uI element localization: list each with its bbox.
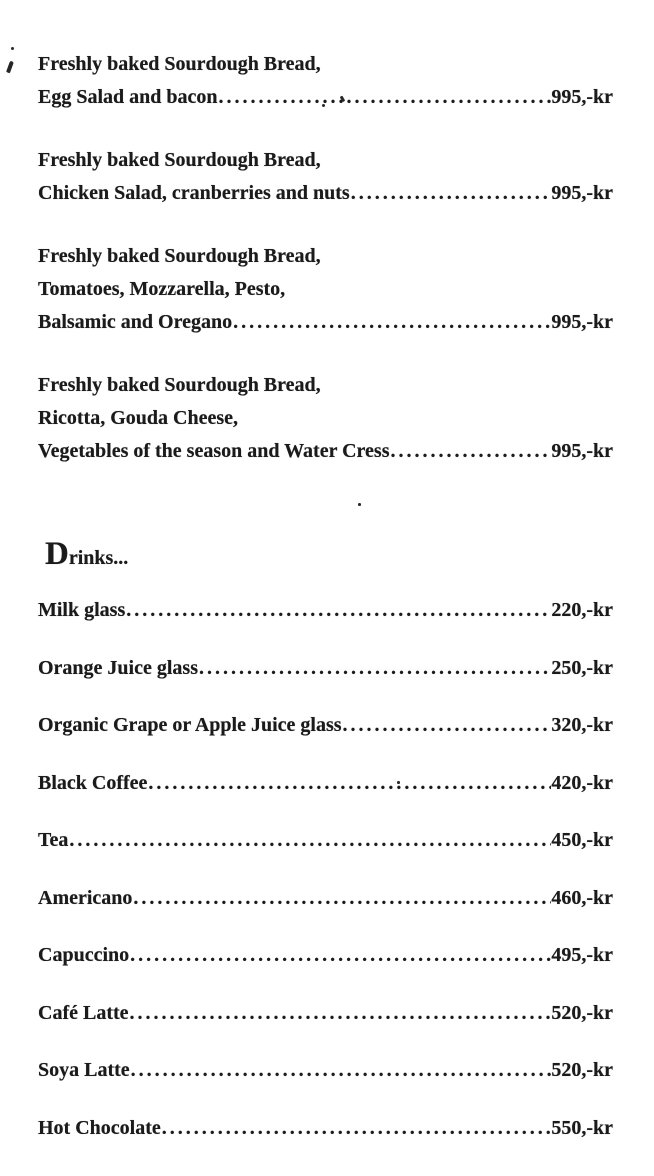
dot-leader — [199, 652, 551, 685]
drink-name: Americano — [38, 886, 133, 909]
menu-item-price-row — [38, 81, 613, 114]
drink-price: 420,-kr — [551, 771, 613, 794]
drink-row — [38, 767, 613, 800]
menu-item-price-row — [38, 177, 613, 210]
menu-item-line: Egg Salad and bacon — [38, 86, 218, 108]
drinks-heading: Drinks... — [45, 536, 129, 572]
menu-item-line: Freshly baked Sourdough Bread, — [38, 53, 321, 75]
drink-price: 550,-kr — [551, 1116, 613, 1139]
drink-name: Café Latte — [38, 1001, 129, 1024]
menu-item-price: 995,-kr — [551, 440, 613, 462]
drink-price: 495,-kr — [551, 944, 613, 966]
drink-name: Black Coffee — [38, 771, 148, 794]
dot-leader — [131, 1054, 552, 1087]
dot-leader — [133, 882, 551, 915]
scan-speck — [322, 104, 325, 107]
drink-row — [38, 939, 613, 972]
menu-item-price-row — [38, 306, 613, 339]
scan-speck — [11, 47, 14, 50]
dot-leader — [390, 435, 551, 468]
menu-item-price: 995,-kr — [551, 182, 613, 204]
drink-name: Milk glass — [38, 599, 126, 621]
menu-item-line: Vegetables of the season and Water Cress — [38, 440, 390, 462]
dot-leader — [219, 81, 552, 114]
drink-row — [38, 824, 613, 857]
menu-item-price-row — [38, 435, 613, 468]
dot-leader — [130, 939, 551, 972]
drink-row — [38, 709, 613, 742]
drink-row — [38, 997, 613, 1030]
dot-leader — [69, 824, 551, 857]
drink-name: Capuccino — [38, 944, 130, 966]
drink-price: 250,-kr — [551, 656, 613, 679]
drink-row — [38, 1112, 613, 1145]
menu-item — [38, 240, 613, 339]
scan-speck — [6, 61, 14, 74]
drink-row — [38, 594, 613, 627]
menu-item-line: Freshly baked Sourdough Bread, — [38, 245, 321, 267]
dot-leader — [130, 997, 552, 1030]
menu-item — [38, 48, 613, 114]
dot-leader — [351, 177, 552, 210]
drink-name: Hot Chocolate — [38, 1116, 161, 1139]
menu-item-line: Freshly baked Sourdough Bread, — [38, 149, 321, 171]
drink-name: Soya Latte — [38, 1059, 130, 1081]
drink-price: 320,-kr — [551, 714, 613, 736]
drink-row — [38, 652, 613, 685]
drink-name: Orange Juice glass — [38, 656, 198, 679]
drink-price: 220,-kr — [551, 599, 613, 621]
drink-name: Organic Grape or Apple Juice glass — [38, 714, 342, 736]
dot-leader — [343, 709, 552, 742]
menu-item-line: Chicken Salad, cranberries and nuts — [38, 182, 350, 204]
drink-price: 450,-kr — [551, 829, 613, 851]
menu-item-price: 995,-kr — [551, 86, 613, 108]
drink-row — [38, 1054, 613, 1087]
dot-leader — [126, 594, 551, 627]
menu-item — [38, 369, 613, 468]
drink-price: 460,-kr — [551, 886, 613, 909]
drinks-section — [38, 594, 613, 1145]
drink-price: 520,-kr — [551, 1001, 613, 1024]
drink-price: 520,-kr — [551, 1059, 613, 1081]
menu-item-line: Balsamic and Oregano — [38, 311, 233, 333]
dot-leader — [233, 306, 551, 339]
menu-item — [38, 144, 613, 210]
menu-item-line: Tomatoes, Mozzarella, Pesto, — [38, 278, 286, 300]
dot-leader — [162, 1112, 552, 1145]
scan-speck — [358, 503, 361, 506]
dot-leader — [148, 767, 551, 800]
sandwich-section — [38, 48, 613, 468]
menu-item-price: 995,-kr — [551, 311, 613, 333]
drink-name: Tea — [38, 829, 69, 851]
menu-item-line: Freshly baked Sourdough Bread, — [38, 374, 321, 396]
drink-row — [38, 882, 613, 915]
scan-speck — [397, 781, 400, 784]
menu-item-line: Ricotta, Gouda Cheese, — [38, 407, 238, 429]
